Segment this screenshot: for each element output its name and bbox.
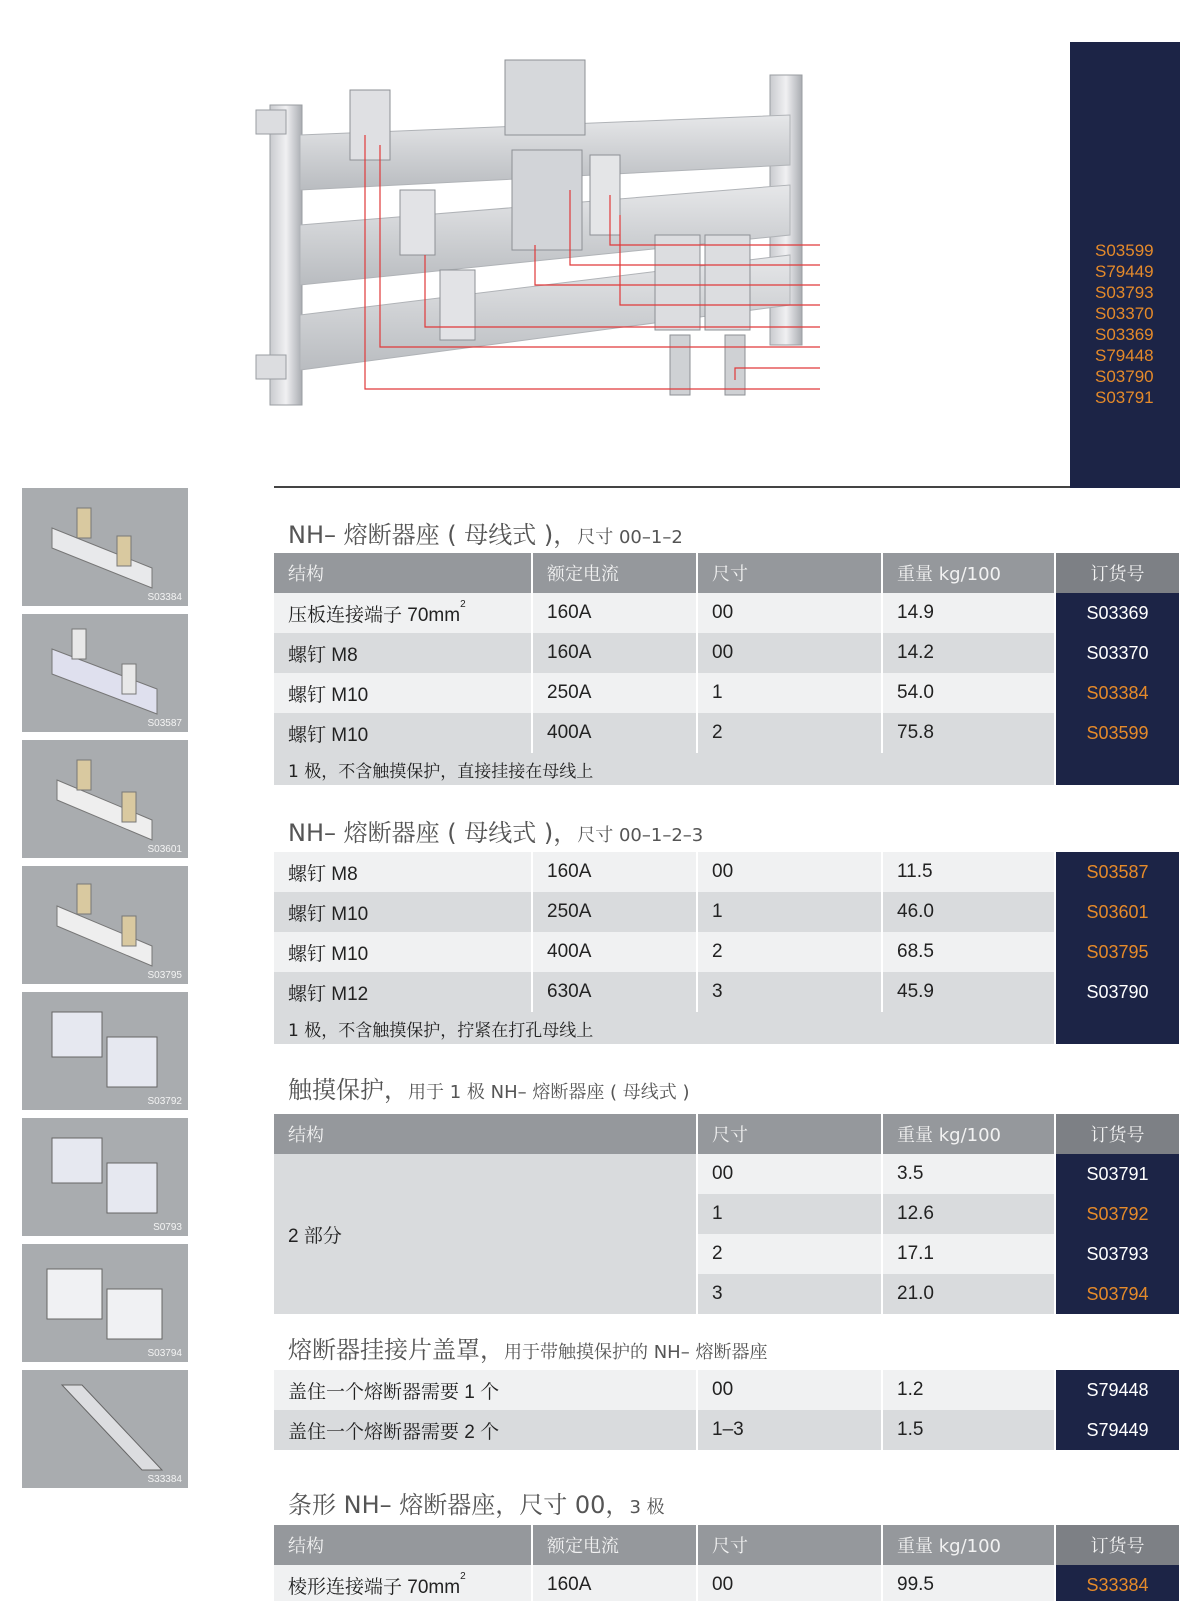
cell-current: 160A — [532, 1565, 697, 1601]
cell-weight: 68.5 — [882, 932, 1055, 972]
thumbnail-code: S33384 — [147, 1474, 182, 1485]
cell-current: 400A — [532, 932, 697, 972]
fuse-base-icon — [22, 488, 188, 606]
column-header: 尺寸 — [697, 1525, 882, 1565]
table-row — [274, 673, 1180, 713]
section-title-main: 触摸保护， — [288, 1076, 408, 1104]
table-note-row — [274, 753, 1180, 785]
cell-size: 2 — [697, 713, 882, 753]
thumbnail-code: S03792 — [147, 1096, 182, 1107]
product-thumbnail[interactable] — [22, 1370, 188, 1488]
table-header-row — [274, 1114, 1180, 1154]
section-title — [288, 813, 703, 848]
cell-size: 1 — [697, 1194, 882, 1234]
column-header: 重量 kg/100 — [882, 1525, 1055, 1565]
cell-current: 160A — [532, 852, 697, 892]
cell-weight: 75.8 — [882, 713, 1055, 753]
cell-weight: 17.1 — [882, 1234, 1055, 1274]
spec-table-strip-3-pole — [274, 1525, 1181, 1601]
product-thumbnail[interactable] — [22, 992, 188, 1110]
cell-order-code: S03601 — [1055, 892, 1180, 932]
strip-fuse-base-icon — [22, 1370, 188, 1488]
touch-guard-icon — [22, 1118, 188, 1236]
table-row — [274, 972, 1180, 1012]
cell-size: 3 — [697, 972, 882, 1012]
spec-table-cover — [274, 1370, 1181, 1450]
cell-structure: 盖住一个熔断器需要 1 个 — [274, 1370, 697, 1410]
cell-structure: 螺钉 M10 — [274, 713, 532, 753]
product-thumbnail[interactable] — [22, 1118, 188, 1236]
column-header: 订货号 — [1055, 553, 1180, 593]
busbar-assembly-illustration — [250, 55, 820, 425]
product-thumbnail[interactable] — [22, 740, 188, 858]
cell-order-code: S03370 — [1055, 633, 1180, 673]
cell-structure: 棱形连接端子 $70mm^2$ — [274, 1565, 532, 1601]
column-header: 额定电流 — [532, 1525, 697, 1565]
section-title-sub: 尺寸 00–1–2–3 — [577, 825, 704, 846]
cell-order-code: S03384 — [1055, 673, 1180, 713]
cell-structure: 螺钉 M12 — [274, 972, 532, 1012]
cell-size: 00 — [697, 593, 882, 633]
thumbnail-code: S0793 — [153, 1222, 182, 1233]
column-header: 尺寸 — [697, 553, 882, 593]
cell-current: 400A — [532, 713, 697, 753]
table-note: 1 极，不含触摸保护，直接挂接在母线上 — [274, 753, 1055, 785]
cell-size: 00 — [697, 1154, 882, 1194]
cell-blank — [1055, 1012, 1180, 1044]
section-title-sub: 3 极 — [629, 1497, 665, 1518]
thumbnail-code: S03794 — [147, 1348, 182, 1359]
section-title-main: NH– 熔断器座 ( 母线式 )， — [288, 521, 578, 549]
cell-weight: 14.2 — [882, 633, 1055, 673]
table-row — [274, 713, 1180, 753]
cell-weight: 54.0 — [882, 673, 1055, 713]
cell-size: 00 — [697, 1565, 882, 1601]
column-header: 结构 — [274, 553, 532, 593]
spec-table-busbar-00-1-2 — [274, 553, 1181, 785]
product-thumbnail[interactable] — [22, 488, 188, 606]
table-note: 1 极，不含触摸保护，拧紧在打孔母线上 — [274, 1012, 1055, 1044]
cell-current: 250A — [532, 892, 697, 932]
cell-blank — [1055, 753, 1180, 785]
cell-weight: 45.9 — [882, 972, 1055, 1012]
thumbnail-code: S03384 — [147, 592, 182, 603]
product-thumbnail[interactable] — [22, 866, 188, 984]
table-row — [274, 1565, 1180, 1601]
cell-order-code: S79448 — [1055, 1370, 1180, 1410]
table-note-row — [274, 1012, 1180, 1044]
cell-size: 00 — [697, 852, 882, 892]
cell-structure: 螺钉 M8 — [274, 633, 532, 673]
cell-weight: 21.0 — [882, 1274, 1055, 1314]
cell-order-code: S03587 — [1055, 852, 1180, 892]
callout-label: S03370 — [1095, 304, 1154, 323]
table-header-row — [274, 553, 1180, 593]
section-title-sub: 用于带触摸保护的 NH– 熔断器座 — [504, 1342, 768, 1363]
column-header: 订货号 — [1055, 1525, 1180, 1565]
cell-weight: 11.5 — [882, 852, 1055, 892]
touch-guard-icon — [22, 992, 188, 1110]
column-header: 订货号 — [1055, 1114, 1180, 1154]
table-row — [274, 633, 1180, 673]
cell-size: 3 — [697, 1274, 882, 1314]
cell-size: 2 — [697, 1234, 882, 1274]
cell-order-code: S03792 — [1055, 1194, 1180, 1234]
product-thumbnail[interactable] — [22, 1244, 188, 1362]
fuse-base-icon — [22, 614, 188, 732]
column-header: 尺寸 — [697, 1114, 882, 1154]
section-title-main: NH– 熔断器座 ( 母线式 )， — [288, 819, 578, 847]
spec-table-touch-guard — [274, 1114, 1181, 1314]
cell-current: 160A — [532, 593, 697, 633]
cell-structure: 螺钉 M8 — [274, 852, 532, 892]
cell-weight: 1.5 — [882, 1410, 1055, 1450]
table-row — [274, 932, 1180, 972]
thumbnail-code: S03587 — [147, 718, 182, 729]
callout-label: S03793 — [1095, 283, 1154, 302]
callout-label: S03790 — [1095, 367, 1154, 386]
cell-order-code: S03794 — [1055, 1274, 1180, 1314]
column-header: 重量 kg/100 — [882, 1114, 1055, 1154]
cell-order-code: S33384 — [1055, 1565, 1180, 1601]
section-title-main: 条形 NH– 熔断器座，尺寸 00， — [288, 1491, 630, 1519]
section-title-sub: 用于 1 极 NH– 熔断器座 ( 母线式 ) — [408, 1082, 690, 1103]
cell-weight: 3.5 — [882, 1154, 1055, 1194]
table-row — [274, 1370, 1180, 1410]
cell-current: 630A — [532, 972, 697, 1012]
cell-size: 2 — [697, 932, 882, 972]
cell-order-code: S03369 — [1055, 593, 1180, 633]
cell-structure: 螺钉 M10 — [274, 932, 532, 972]
table-row — [274, 1410, 1180, 1450]
table-row — [274, 852, 1180, 892]
cell-order-code: S79449 — [1055, 1410, 1180, 1450]
cell-size: 00 — [697, 1370, 882, 1410]
cell-structure: 螺钉 M10 — [274, 892, 532, 932]
thumbnail-code: S03795 — [147, 970, 182, 981]
cell-size: 1 — [697, 673, 882, 713]
cell-weight: 46.0 — [882, 892, 1055, 932]
column-header: 重量 kg/100 — [882, 553, 1055, 593]
section-title — [288, 1330, 767, 1365]
cell-structure: 螺钉 M10 — [274, 673, 532, 713]
section-title-main: 熔断器挂接片盖罩， — [288, 1336, 504, 1364]
cell-weight: 99.5 — [882, 1565, 1055, 1601]
column-header: 结构 — [274, 1525, 532, 1565]
callout-label: S03599 — [1095, 241, 1154, 260]
callout-label: S79449 — [1095, 262, 1154, 281]
cell-order-code: S03791 — [1055, 1154, 1180, 1194]
callout-label: S79448 — [1095, 346, 1154, 365]
cell-structure: 2 部分 — [274, 1154, 697, 1314]
cell-structure: 压板连接端子 $70mm^2$ — [274, 593, 532, 633]
table-header-row — [274, 1525, 1180, 1565]
cell-order-code: S03795 — [1055, 932, 1180, 972]
cell-structure: 盖住一个熔断器需要 2 个 — [274, 1410, 697, 1450]
callout-label: S03369 — [1095, 325, 1154, 344]
cell-order-code: S03599 — [1055, 713, 1180, 753]
thumbnail-code: S03601 — [147, 844, 182, 855]
section-title — [288, 1485, 665, 1520]
table-row — [274, 892, 1180, 932]
column-header: 额定电流 — [532, 553, 697, 593]
cell-weight: 1.2 — [882, 1370, 1055, 1410]
product-thumbnail[interactable] — [22, 614, 188, 732]
section-title-sub: 尺寸 00–1–2 — [577, 527, 683, 548]
cell-size: 1 — [697, 892, 882, 932]
callout-label: S03791 — [1095, 388, 1154, 407]
fuse-base-icon — [22, 740, 188, 858]
cell-order-code: S03793 — [1055, 1234, 1180, 1274]
table-row — [274, 593, 1180, 633]
cell-current: 160A — [532, 633, 697, 673]
cell-size: 1–3 — [697, 1410, 882, 1450]
cell-current: 250A — [532, 673, 697, 713]
section-title — [288, 515, 683, 550]
spec-table-busbar-00-1-2-3 — [274, 852, 1181, 1044]
table-row — [274, 1154, 1180, 1194]
fuse-base-icon — [22, 866, 188, 984]
column-header: 结构 — [274, 1114, 697, 1154]
cell-size: 00 — [697, 633, 882, 673]
cell-weight: 12.6 — [882, 1194, 1055, 1234]
section-title — [288, 1070, 690, 1105]
cell-weight: 14.9 — [882, 593, 1055, 633]
divider — [274, 486, 1070, 488]
touch-guard-icon — [22, 1244, 188, 1362]
cell-order-code: S03790 — [1055, 972, 1180, 1012]
